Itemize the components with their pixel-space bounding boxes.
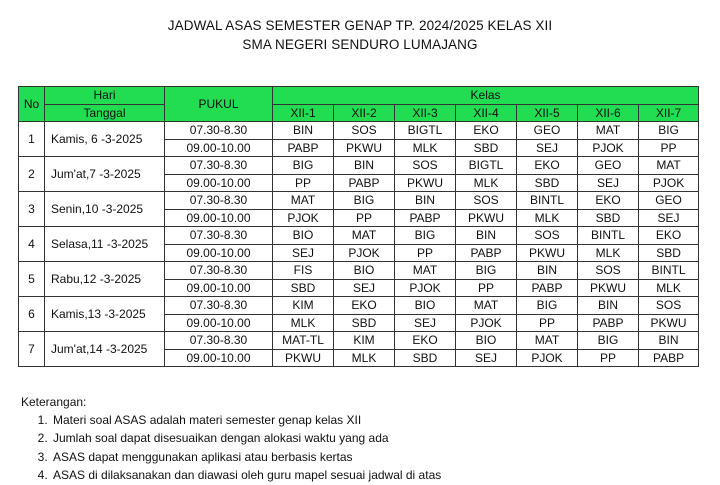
session-time: 09.00-10.00	[165, 314, 273, 332]
subject-cell: BINTL	[578, 227, 639, 245]
subject-cell: BIG	[273, 157, 334, 175]
subject-cell: EKO	[517, 157, 578, 175]
subject-cell: MLK	[578, 244, 639, 262]
subject-cell: BINTL	[517, 192, 578, 210]
session-time: 09.00-10.00	[165, 139, 273, 157]
subject-cell: PP	[273, 174, 334, 192]
session-time: 07.30-8.30	[165, 227, 273, 245]
subject-cell: BIG	[517, 297, 578, 315]
subject-cell: SEJ	[517, 139, 578, 157]
subject-cell: BIN	[456, 227, 517, 245]
subject-cell: PJOK	[395, 279, 456, 297]
subject-cell: BIO	[456, 332, 517, 350]
table-row	[19, 332, 699, 350]
subject-cell: PP	[578, 349, 639, 367]
subject-cell: PP	[456, 279, 517, 297]
day-number: 3	[19, 192, 45, 227]
subject-cell: BIO	[273, 227, 334, 245]
subject-cell: SOS	[578, 262, 639, 280]
subject-cell: EKO	[639, 227, 699, 245]
session-time: 07.30-8.30	[165, 192, 273, 210]
subject-cell: PJOK	[578, 139, 639, 157]
subject-cell: SEJ	[578, 174, 639, 192]
note-item: 4. ASAS di dilaksanakan dan diawasi oleh guru mapel sesuai jadwal di atas	[51, 466, 441, 484]
subject-cell: EKO	[456, 122, 517, 140]
subject-cell: BIN	[395, 192, 456, 210]
subject-cell: FIS	[273, 262, 334, 280]
subject-cell: SEJ	[395, 314, 456, 332]
table-body	[19, 122, 699, 367]
subject-cell: MAT-TL	[273, 332, 334, 350]
subject-cell: SBD	[578, 209, 639, 227]
subject-cell: GEO	[578, 157, 639, 175]
subject-cell: PP	[395, 244, 456, 262]
day-number: 4	[19, 227, 45, 262]
subject-cell: EKO	[578, 192, 639, 210]
subject-cell: PKWU	[273, 349, 334, 367]
schedule-table	[18, 86, 699, 367]
day-number: 5	[19, 262, 45, 297]
session-time: 09.00-10.00	[165, 209, 273, 227]
header-class: XII-4	[456, 104, 517, 122]
notes-list	[21, 411, 441, 484]
subject-cell: SEJ	[639, 209, 699, 227]
subject-cell: EKO	[395, 332, 456, 350]
subject-cell: MAT	[395, 262, 456, 280]
header-pukul: PUKUL	[165, 87, 273, 122]
subject-cell: BIN	[639, 332, 699, 350]
header-class: XII-1	[273, 104, 334, 122]
table-row	[19, 297, 699, 315]
header-hari: Hari	[45, 87, 165, 105]
subject-cell: PABP	[273, 139, 334, 157]
subject-cell: MLK	[456, 174, 517, 192]
notes-heading: Keterangan:	[21, 395, 87, 409]
subject-cell: PABP	[578, 314, 639, 332]
subject-cell: BIG	[334, 192, 395, 210]
session-time: 09.00-10.00	[165, 174, 273, 192]
subject-cell: BIGTL	[456, 157, 517, 175]
session-time: 07.30-8.30	[165, 262, 273, 280]
day-date: Kamis, 6 -3-2025	[45, 122, 165, 157]
day-number: 2	[19, 157, 45, 192]
subject-cell: SOS	[334, 122, 395, 140]
day-date: Jum'at,14 -3-2025	[45, 332, 165, 367]
table-row	[19, 227, 699, 245]
subject-cell: SOS	[456, 192, 517, 210]
table-header	[19, 87, 699, 122]
subject-cell: BINTL	[639, 262, 699, 280]
subject-cell: BIG	[456, 262, 517, 280]
subject-cell: MLK	[395, 139, 456, 157]
session-time: 09.00-10.00	[165, 349, 273, 367]
subject-cell: MAT	[273, 192, 334, 210]
subject-cell: EKO	[334, 297, 395, 315]
subject-cell: MLK	[517, 209, 578, 227]
subject-cell: SOS	[395, 157, 456, 175]
subject-cell: PKWU	[517, 244, 578, 262]
header-class: XII-7	[639, 104, 699, 122]
session-time: 09.00-10.00	[165, 244, 273, 262]
subject-cell: PJOK	[456, 314, 517, 332]
day-date: Senin,10 -3-2025	[45, 192, 165, 227]
subject-cell: SEJ	[334, 279, 395, 297]
table-row	[19, 157, 699, 175]
header-kelas: Kelas	[273, 87, 699, 105]
subject-cell: BIO	[334, 262, 395, 280]
subject-cell: PKWU	[395, 174, 456, 192]
subject-cell: SOS	[517, 227, 578, 245]
subject-cell: BIG	[578, 332, 639, 350]
subject-cell: SBD	[273, 279, 334, 297]
session-time: 07.30-8.30	[165, 122, 273, 140]
subject-cell: PJOK	[273, 209, 334, 227]
subject-cell: MAT	[578, 122, 639, 140]
subject-cell: SEJ	[273, 244, 334, 262]
subject-cell: MAT	[334, 227, 395, 245]
subject-cell: PABP	[395, 209, 456, 227]
note-item: 1. Materi soal ASAS adalah materi semester genap kelas XII	[51, 411, 441, 429]
subject-cell: SBD	[517, 174, 578, 192]
subject-cell: SBD	[456, 139, 517, 157]
subject-cell: SBD	[395, 349, 456, 367]
subject-cell: GEO	[639, 192, 699, 210]
session-time: 07.30-8.30	[165, 332, 273, 350]
session-time: 07.30-8.30	[165, 297, 273, 315]
session-time: 09.00-10.00	[165, 279, 273, 297]
subject-cell: PABP	[456, 244, 517, 262]
subject-cell: BIG	[395, 227, 456, 245]
subject-cell: BIN	[334, 157, 395, 175]
header-class: XII-3	[395, 104, 456, 122]
subject-cell: SBD	[334, 314, 395, 332]
note-item: 3. ASAS dapat menggunakan aplikasi atau berbasis kertas	[51, 448, 441, 466]
subject-cell: BIG	[639, 122, 699, 140]
subject-cell: KIM	[273, 297, 334, 315]
subject-cell: MAT	[639, 157, 699, 175]
subject-cell: PABP	[639, 349, 699, 367]
table-row	[19, 122, 699, 140]
subject-cell: PKWU	[578, 279, 639, 297]
subject-cell: PJOK	[639, 174, 699, 192]
subject-cell: SOS	[639, 297, 699, 315]
header-no: No	[19, 87, 45, 122]
subject-cell: MAT	[517, 332, 578, 350]
subject-cell: MLK	[334, 349, 395, 367]
subject-cell: BIN	[578, 297, 639, 315]
day-date: Jum'at,7 -3-2025	[45, 157, 165, 192]
header-class: XII-5	[517, 104, 578, 122]
header-tanggal: Tanggal	[45, 104, 165, 122]
subject-cell: GEO	[517, 122, 578, 140]
subject-cell: PJOK	[334, 244, 395, 262]
subject-cell: PP	[517, 314, 578, 332]
subject-cell: KIM	[334, 332, 395, 350]
day-date: Kamis,13 -3-2025	[45, 297, 165, 332]
subject-cell: BIN	[273, 122, 334, 140]
subject-cell: PABP	[517, 279, 578, 297]
subject-cell: PKWU	[456, 209, 517, 227]
table-row	[19, 192, 699, 210]
table-row	[19, 262, 699, 280]
notes-section	[21, 393, 441, 484]
subject-cell: SEJ	[456, 349, 517, 367]
day-number: 6	[19, 297, 45, 332]
document-title: JADWAL ASAS SEMESTER GENAP TP. 2024/2025 KELAS XII	[167, 18, 553, 33]
subject-cell: PP	[639, 139, 699, 157]
subject-cell: MLK	[639, 279, 699, 297]
day-date: Selasa,11 -3-2025	[45, 227, 165, 262]
subject-cell: PJOK	[517, 349, 578, 367]
header-class: XII-6	[578, 104, 639, 122]
note-item: 2. Jumlah soal dapat disesuaikan dengan alokasi waktu yang ada	[51, 429, 441, 447]
subject-cell: BIGTL	[395, 122, 456, 140]
header-class: XII-2	[334, 104, 395, 122]
subject-cell: MLK	[273, 314, 334, 332]
subject-cell: PP	[334, 209, 395, 227]
subject-cell: MAT	[456, 297, 517, 315]
subject-cell: PABP	[334, 174, 395, 192]
day-date: Rabu,12 -3-2025	[45, 262, 165, 297]
subject-cell: PKWU	[639, 314, 699, 332]
subject-cell: BIN	[517, 262, 578, 280]
day-number: 1	[19, 122, 45, 157]
subject-cell: SBD	[639, 244, 699, 262]
day-number: 7	[19, 332, 45, 367]
subject-cell: BIO	[395, 297, 456, 315]
subject-cell: PKWU	[334, 139, 395, 157]
session-time: 07.30-8.30	[165, 157, 273, 175]
school-name: SMA NEGERI SENDURO LUMAJANG	[242, 37, 478, 52]
